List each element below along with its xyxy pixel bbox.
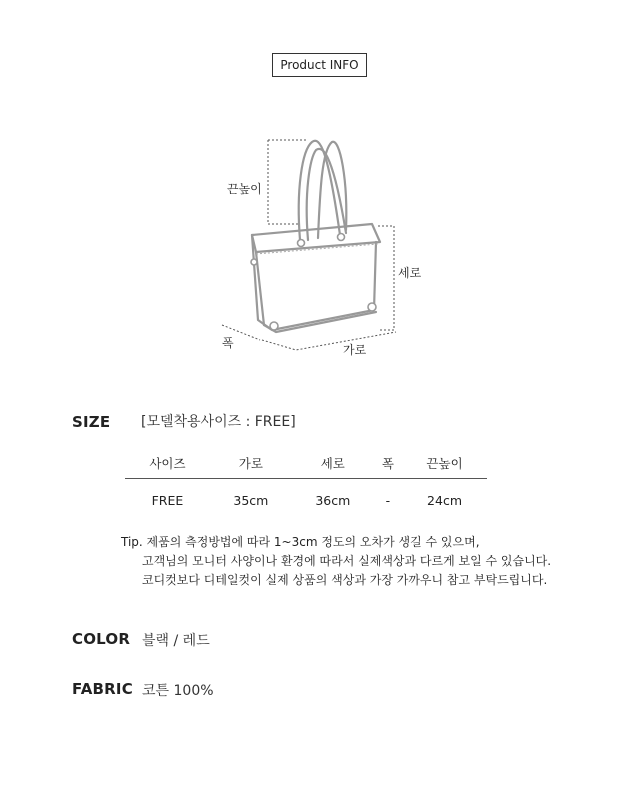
width-label: 가로: [343, 343, 367, 357]
size-table: [125, 448, 487, 521]
tip-line: Tip. 제품의 측정방법에 따라 1~3cm 정도의 오차가 생길 수 있으며,: [121, 535, 480, 549]
cell-size: FREE: [151, 492, 184, 508]
col-height: 세로: [292, 448, 374, 479]
size-heading: SIZE: [72, 413, 111, 431]
height-label: 세로: [398, 266, 422, 280]
bag-diagram: [200, 120, 460, 370]
depth-label: 폭: [222, 336, 234, 350]
cell-depth: -: [385, 492, 391, 508]
table-row: [125, 479, 487, 522]
product-info-title: Product INFO: [272, 53, 367, 77]
cell-width: 35cm: [233, 492, 269, 508]
col-depth: 폭: [374, 448, 402, 479]
fabric-value: 코튼 100%: [142, 683, 214, 699]
col-strap-height: 끈높이: [402, 448, 487, 479]
cell-strap-height: 24cm: [427, 492, 463, 508]
col-width: 가로: [210, 448, 292, 479]
color-value: 블랙 / 레드: [142, 633, 210, 649]
model-size-note: [모델착용사이즈 : FREE]: [141, 414, 296, 430]
strap-height-label: 끈높이: [227, 182, 262, 196]
color-heading: COLOR: [72, 630, 131, 648]
cell-height: 36cm: [315, 492, 351, 508]
col-size: 사이즈: [125, 448, 210, 479]
tip-line: 코디컷보다 디테일컷이 실제 상품의 색상과 가장 가까우니 참고 부탁드립니다.: [142, 573, 548, 587]
measurement-tips: [121, 533, 551, 590]
tote-bag-illustration: [200, 120, 460, 370]
fabric-heading: FABRIC: [72, 680, 133, 698]
size-table-header-row: [125, 448, 487, 479]
tip-line: 고객님의 모니터 사양이나 환경에 따라서 실제색상과 다르게 보일 수 있습니다.: [142, 554, 552, 568]
